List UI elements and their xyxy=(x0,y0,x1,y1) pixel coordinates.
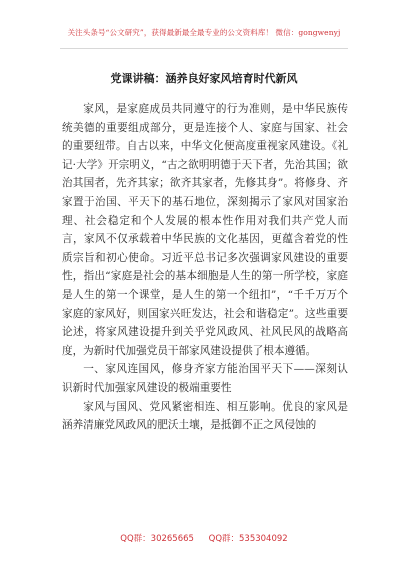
header-promo-note: 关注头条号“公文研究”，获得最新最全最专业的公文资料库！ 微信：gongwenyj xyxy=(67,28,341,37)
document-title: 党课讲稿：涵养良好家风培育时代新风 xyxy=(110,72,298,85)
footer-contact xyxy=(0,532,408,544)
footer-qq-group-2: QQ群：535304092 xyxy=(208,534,288,544)
footer-qq-group-1: QQ群：30265665 xyxy=(120,534,194,544)
header-divider xyxy=(60,48,348,49)
body-paragraph-2: 家风与国风、党风紧密相连、相互影响。优良的家风是涵养清廉党风政风的肥沃土壤，是抵御不正之风侵蚀的 xyxy=(62,400,348,432)
document-body xyxy=(62,100,348,435)
section-heading-1: 一、家风连国风，修身齐家方能治国平天下——深刻认识新时代加强家风建设的极端重要性 xyxy=(62,363,348,394)
body-paragraph-1: 家风，是家庭成员共同遵守的行为准则，是中华民族传统美德的重要组成部分，更是连接个人、家庭与国家、社会的重要纽带。自古以来，中华文化便高度重视家风建设。《礼记·大学》开宗明义，“古之欲明明德于天下者，先治其国；欲治其国者，先齐其家；欲齐其家者，先修其身”。将修身、齐家置于治国、平天下的基石地位，深刻揭示了家风对国家治理、社会稳定和个人发展的根本性作用对我们共产党人而言，家风不仅承载着中华民族的文化基因，更蕴含着党的性质宗旨和初心使命。习近平总书记多次强调家风建设的重要性，指出“家庭是社会的基本细胞是人生的第一所学校，家庭是人生的第一个课堂，是人生的第一个纽扣”，“千千万万个家庭的家风好，则国家兴旺发达，社会和谐稳定”。这些重要论述，将家风建设提升到关乎党风政风、社风民风的战略高度，为新时代加强党员干部家风建设提供了根本遵循。 xyxy=(62,103,348,357)
